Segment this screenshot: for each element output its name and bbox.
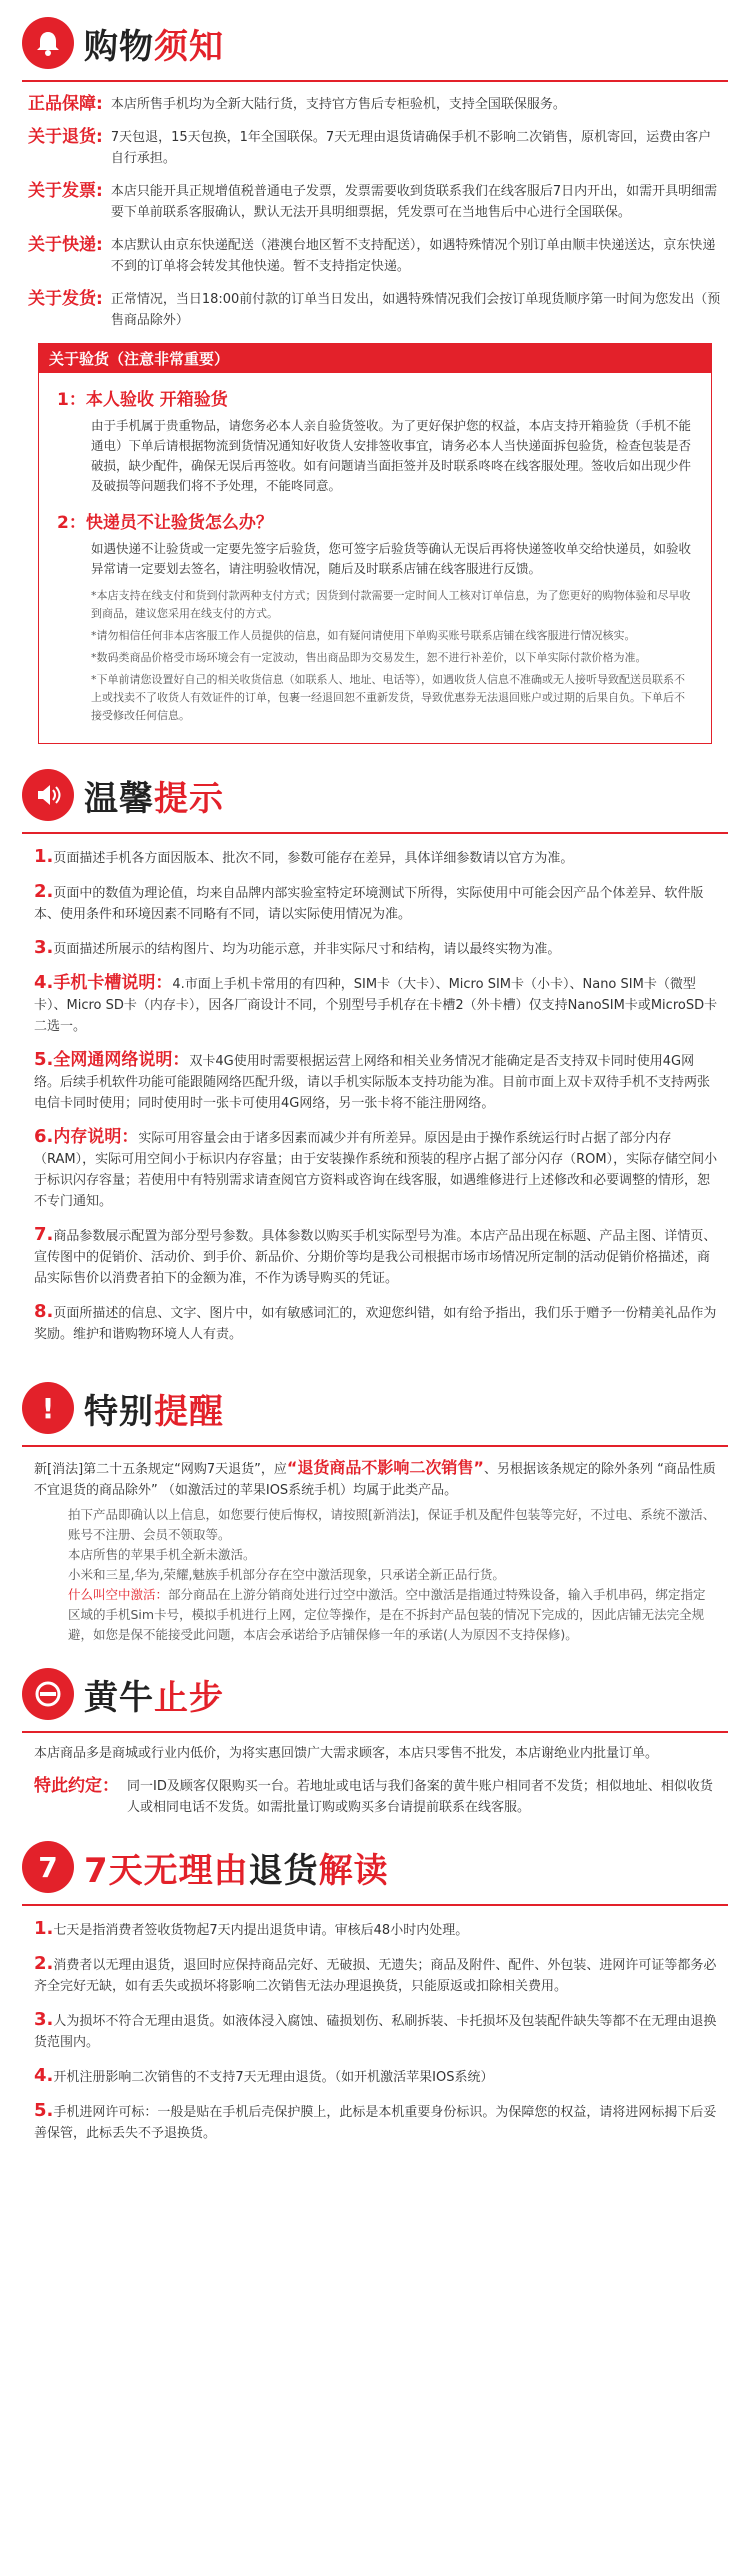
return-item: 5.手机进网许可标：一般是贴在手机后壳保护膜上，此标是本机重要身份标识。为保障您的权益，请将进网标揭下后妥善保管，此标丢失不予退换货。 <box>34 2100 717 2141</box>
special-paragraph: 新[消法]第二十五条规定“网购7天退货”，应“退货商品不影响二次销售”、另根据该条规定的除外条列 “商品性质不宜退货的商品除外” （如激活过的苹果IOS系统手机）均属于此类产品。 <box>34 1458 716 1498</box>
tips-section-title: 温馨提示 <box>84 778 224 819</box>
scalper-section-title: 黄牛止步 <box>84 1677 224 1718</box>
notice-text: 本店默认由京东快递配送（港澳台地区暂不支持配送），如遇特殊情况个别订单由顺丰快递送达，京东快递不到的订单将会转发其他快递。暂不支持指定快递。 <box>110 238 716 274</box>
notice-label: 关于退货: <box>28 127 103 147</box>
inspection-subtitle: 1：本人验收 开箱验货 <box>57 390 228 410</box>
return-item: 4.开机注册影响二次销售的不支持7天无理由退货。（如开机激活苹果IOS系统） <box>34 2065 494 2086</box>
divider <box>22 80 728 82</box>
note: *本店支持在线支付和货到付款两种支付方式；因货到付款需要一定时间人工核对订单信息，为了您更好的购物体验和尽早收到商品，建议您采用在线支付的方式。 <box>91 589 691 620</box>
divider <box>22 1445 728 1447</box>
air-activation: 什么叫空中激活：部分商品在上游分销商处进行过空中激活。空中激活是指通过特殊设备，输入手机串码，绑定指定区域的手机Sim卡号，模拟手机进行上网，定位等操作，是在不拆封产品包装的情况下完成的，因此店铺无法完全规避，如您是保不能接受此问题，本店会承诺给予店铺保修一年的承诺(人为原因不支持保修)。 <box>68 1587 706 1642</box>
scalper-label: 特此约定： <box>34 1776 119 1796</box>
special-sub: 小米和三星,华为,荣耀,魅族手机部分存在空中激活现象，只承诺全新正品行货。 <box>68 1567 505 1582</box>
scalper-text: 同一ID及顾客仅限购买一台。若地址或电话与我们备案的黄牛账户相同者不发货；相似地址、相似收货人或相同电话不发货。如需批量订购或购买多台请提前联系在线客服。 <box>127 1779 713 1815</box>
shopping-section-header <box>0 6 750 80</box>
tip-item: 3.页面描述所展示的结构图片、均为功能示意，并非实际尺寸和结构，请以最终实物为准。 <box>34 937 561 958</box>
notice-row <box>0 289 750 331</box>
bell-icon <box>22 17 74 69</box>
return-item: 3.人为损坏不符合无理由退货。如液体浸入腐蚀、磕损划伤、私刷拆装、卡托损坏及包装配件缺失等都不在无理由退换货范围内。 <box>34 2009 717 2050</box>
no-entry-icon <box>22 1668 74 1720</box>
notice-row <box>0 127 750 169</box>
scalper-section-header <box>0 1657 750 1731</box>
tip-item: 8.页面所描述的信息、文字、图片中，如有敏感词汇的，欢迎您纠错，如有给予指出，我们乐于赠予一份精美礼品作为奖励。维护和谐购物环境人人有责。 <box>34 1301 717 1342</box>
tips-section-header <box>0 758 750 832</box>
special-sub: 本店所售的苹果手机全新未激活。 <box>68 1547 256 1562</box>
inspection-box <box>38 343 712 744</box>
inspection-paragraph: 如遇快递不让验货或一定要先签字后验货，您可签字后验货等确认无误后再将快递签收单交给快递员，如验收异常请一定要划去签名，请注明验收情况，随后及时联系店铺在线客服进行反馈。 <box>91 541 692 576</box>
inspection-notes <box>39 579 711 743</box>
returns-section-header <box>0 1830 750 1904</box>
notice-row <box>0 94 750 115</box>
notice-label: 关于发票: <box>28 181 103 201</box>
special-section-title: 特别提醒 <box>84 1391 224 1432</box>
divider <box>22 1904 728 1906</box>
exclamation-icon: ! <box>22 1382 74 1434</box>
shopping-section-title: 购物须知 <box>84 26 224 67</box>
divider <box>22 1731 728 1733</box>
note: *下单前请您设置好自己的相关收货信息（如联系人、地址、电话等），如遇收货人信息不准确或无人接听导致配送员联系不上或找卖不了收货人有效证件的订单，包裹一经退回恕不重新发货，导致优惠券无法退回账户或过期的后果自负。下单后不接受修改任何信息。 <box>91 673 685 722</box>
note: *请勿相信任何非本店客服工作人员提供的信息，如有疑问请使用下单购买账号联系店铺在线客服进行情况核实。 <box>91 629 636 642</box>
notice-row <box>0 181 750 223</box>
notice-text: 本店所售手机均为全新大陆行货，支持官方售后专柜验机，支持全国联保服务。 <box>110 97 566 112</box>
seven-icon: 7 <box>22 1841 74 1893</box>
tip-item: 6.内存说明：实际可用容量会由于诸多因素而减少并有所差异。原因是由于操作系统运行时占据了部分内存（RAM），实际可用空间小于标识内存容量；由于安装操作系统和预装的程序占据了部分闪存（ROM），实际存储空间小于标识闪存容量；若使用中有特别需求请查阅官方资料或咨询在线客服，如遇维修进行上述修改和必要调整的情形，恕不专门通知。 <box>34 1126 718 1209</box>
notice-text: 本店只能开具正规增值税普通电子发票，发票需要收到货联系我们在线客服后7日内开出，如需开具明细需要下单前联系客服确认，默认无法开具明细票据，凭发票可在当地售后中心进行全国联保。 <box>110 184 718 220</box>
special-sub: 拍下产品即确认以上信息，如您要行使后悔权，请按照[新消法]，保证手机及配件包装等完好，不过电、系统不激活、账号不注册、会员不领取等。 <box>68 1507 716 1542</box>
returns-section-title: 7天无理由退货解读 <box>84 1850 389 1891</box>
notice-label: 关于快递: <box>28 235 103 255</box>
notice-label: 关于发货: <box>28 289 103 309</box>
tip-item: 1.页面描述手机各方面因版本、批次不同，参数可能存在差异，具体详细参数请以官方为准。 <box>34 846 574 867</box>
tip-item: 7.商品参数展示配置为部分型号参数。具体参数以购买手机实际型号为准。本店产品出现在标题、产品主图、详情页、宣传图中的促销价、活动价、到手价、新品价、分期价等均是我公司根据市场市场情况所定制的活动促销价格描述，商品实际售价以消费者拍下的金额为准，不作为诱导购买的凭证。 <box>34 1224 717 1286</box>
tip-item: 2.页面中的数值为理论值，均来自品牌内部实验室特定环境测试下所得，实际使用中可能会因产品个体差异、软件版本、使用条件和环境因素不同略有不同，请以实际使用情况为准。 <box>34 881 704 922</box>
inspection-paragraph: 由于手机属于贵重物品，请您务必本人亲自验货签收。为了更好保护您的权益，本店支持开箱验货（手机不能通电）下单后请根据物流到货情况通知好收货人安排签收事宜，请务必本人当快递面拆包验货，检查包装是否破损，缺少配件，确保无误后再签收。如有问题请当面拒签并及时联系咚咚在线客服处理。签收后如出现少件及破损等问题我们将不予处理，不能咚同意。 <box>91 418 692 493</box>
return-item: 2.消费者以无理由退货，退回时应保持商品完好、无破损、无遗失；商品及附件、配件、外包装、进网许可证等都务必齐全完好无缺，如有丢失或损坏将影响二次销售无法办理退换货，只能原返或扣除相关费用。 <box>34 1953 717 1994</box>
scalper-paragraph: 本店商品多是商城或行业内低价，为将实惠回馈广大需求顾客，本店只零售不批发，本店谢绝业内批量订单。 <box>34 1746 659 1761</box>
speaker-icon <box>22 769 74 821</box>
tip-item: 4.手机卡槽说明：4.市面上手机卡常用的有四种，SIM卡（大卡）、Micro SIM卡（小卡）、Nano SIM卡（微型卡）、Micro SD卡（内存卡），因各厂商设计不同，个别型号手机存在卡槽2（外卡槽）仅支持NanoSIM卡或MicroSD卡二选一。 <box>34 972 718 1034</box>
note: *数码类商品价格受市场环境会有一定波动，售出商品即为交易发生，恕不进行补差价，以下单实际付款价格为准。 <box>91 651 647 664</box>
notice-text: 7天包退，15天包换，1年全国联保。7天无理由退货请确保手机不影响二次销售，原机寄回，运费由客户自行承担。 <box>110 130 712 166</box>
tip-item: 5.全网通网络说明：双卡4G使用时需要根据运营上网络和相关业务情况才能确定是否支持双卡同时使用4G网络。后续手机软件功能可能跟随网络匹配升级，请以手机实际版本支持功能为准。目前市面上双卡双待手机不支持两张电信卡同时使用；同时使用时一张卡可使用4G网络，另一张卡将不能注册网络。 <box>34 1049 711 1111</box>
divider <box>22 832 728 834</box>
inspection-box-title: 关于验货（注意非常重要） <box>39 344 711 373</box>
special-section-header <box>0 1371 750 1445</box>
return-item: 1.七天是指消费者签收货物起7天内提出退货申请。审核后48小时内处理。 <box>34 1918 469 1939</box>
inspection-subtitle: 2：快递员不让验货怎么办？ <box>57 513 273 533</box>
notice-label: 正品保障: <box>28 94 103 114</box>
notice-row <box>0 235 750 277</box>
notice-text: 正常情况，当日18:00前付款的订单当日发出，如遇特殊情况我们会按订单现货顺序第一时间为您发出（预售商品除外） <box>110 292 721 328</box>
scalper-rule <box>0 1776 750 1818</box>
